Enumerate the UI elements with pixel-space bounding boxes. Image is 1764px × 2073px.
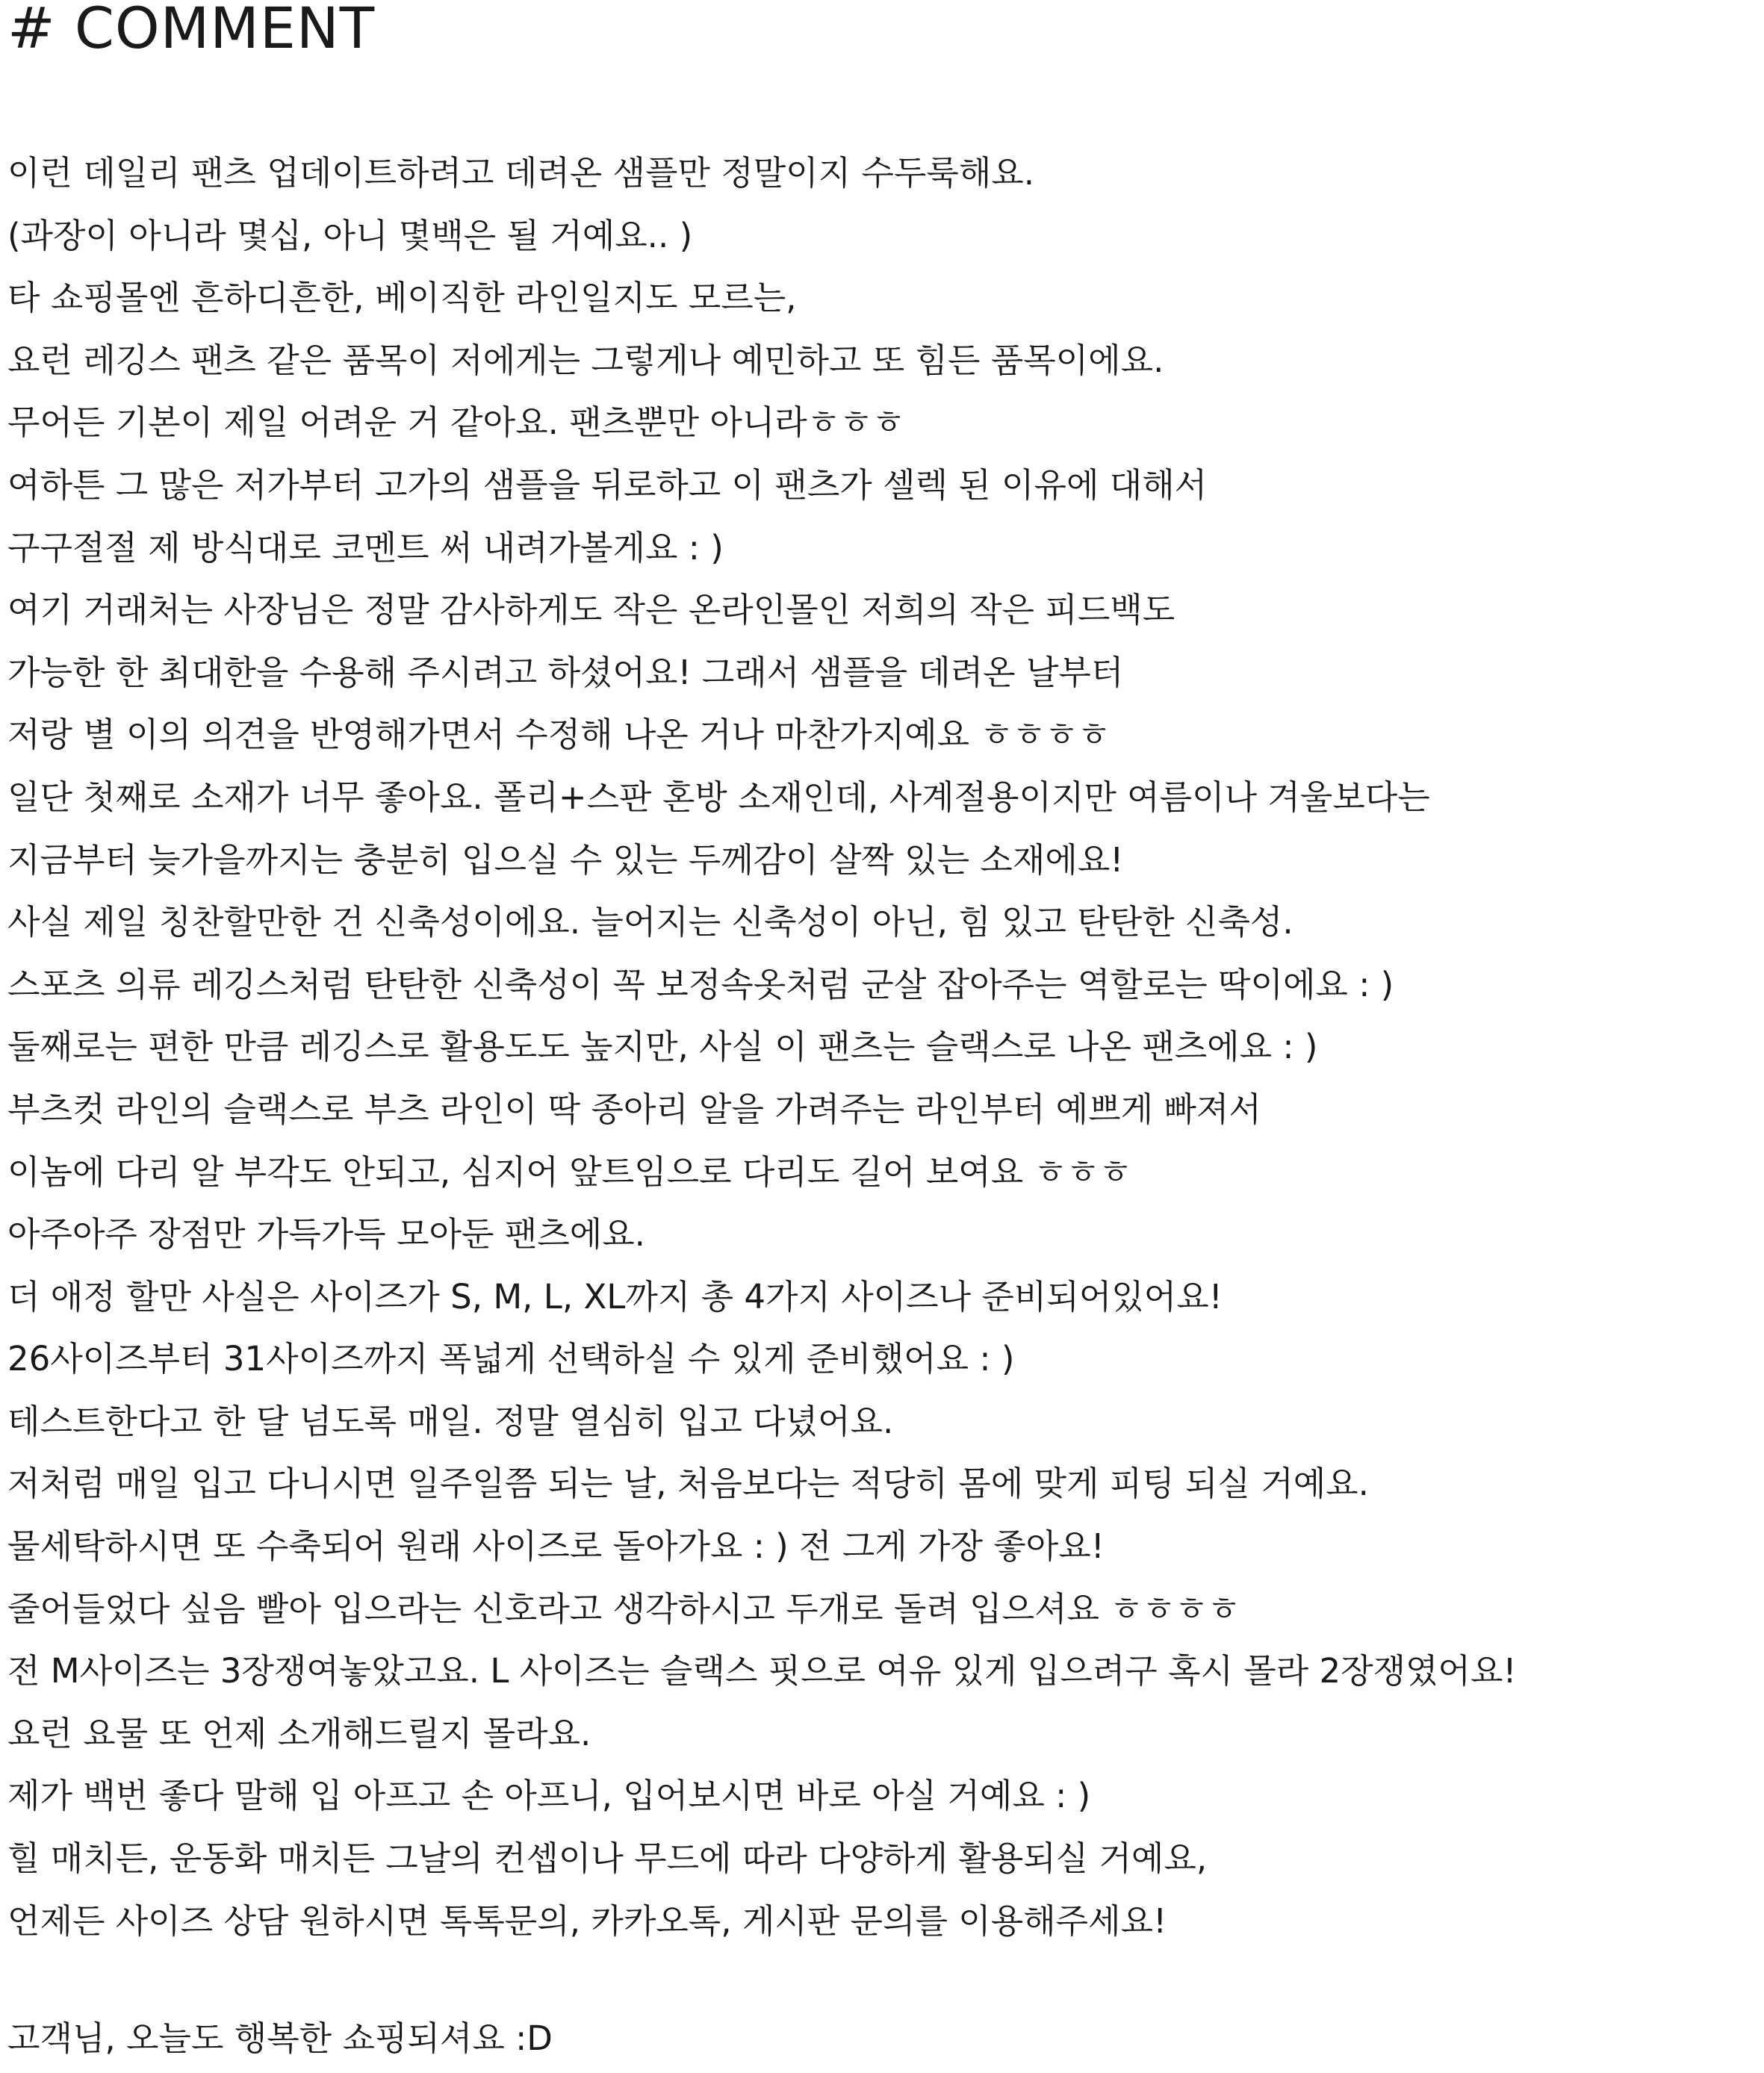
comment-line: 힐 매치든, 운동화 매치든 그날의 컨셉이나 무드에 따라 다양하게 활용되실 거예요,	[7, 1839, 1208, 1879]
comment-line: 아주아주 장점만 가득가득 모아둔 팬츠에요.	[7, 1214, 645, 1255]
comment-line: 전 M사이즈는 3장쟁여놓았고요. L 사이즈는 슬랙스 핏으로 여유 있게 입으려구 혹시 몰라 2장쟁였어요!	[7, 1651, 1517, 1691]
comment-line: 줄어들었다 싶음 빨아 입으라는 신호라고 생각하시고 두개로 돌려 입으셔요 ㅎㅎㅎㅎ	[7, 1588, 1240, 1629]
comment-line: 더 애정 할만 사실은 사이즈가 S, M, L, XL까지 총 4가지 사이즈나 준비되어있어요!	[7, 1276, 1223, 1317]
comment-line: 물세탁하시면 또 수축되어 원래 사이즈로 돌아가요 : ) 전 그게 가장 좋아요!	[7, 1526, 1105, 1567]
comment-line: 무어든 기본이 제일 어려운 거 같아요. 팬츠뿐만 아니라ㅎㅎㅎ	[7, 403, 905, 443]
comment-line: 일단 첫째로 소재가 너무 좋아요. 폴리+스판 혼방 소재인데, 사계절용이지만 여름이나 겨울보다는	[7, 777, 1430, 817]
comment-line: 언제든 사이즈 상담 원하시면 톡톡문의, 카카오톡, 게시판 문의를 이용해주세요!	[7, 1900, 1167, 1941]
comment-line: 사실 제일 칭찬할만한 건 신축성이에요. 늘어지는 신축성이 아닌, 힘 있고 탄탄한 신축성.	[7, 902, 1294, 942]
comment-line: 26사이즈부터 31사이즈까지 폭넓게 선택하실 수 있게 준비했어요 : )	[7, 1339, 1015, 1379]
comment-line: 여하튼 그 많은 저가부터 고가의 샘플을 뒤로하고 이 팬츠가 셀렉 된 이유에 대해서	[7, 464, 1208, 505]
comment-line: 스포츠 의류 레깅스처럼 탄탄한 신축성이 꼭 보정속옷처럼 군살 잡아주는 역할로는 딱이에요 : )	[7, 964, 1394, 1004]
comment-heading: # COMMENT	[7, 0, 376, 61]
comment-line: 저랑 별 이의 의견을 반영해가면서 수정해 나온 거나 마찬가지예요 ㅎㅎㅎㅎ	[7, 715, 1111, 755]
comment-line: 여기 거래처는 사장님은 정말 감사하게도 작은 온라인몰인 저희의 작은 피드백도	[7, 590, 1176, 630]
comment-line: 이런 데일리 팬츠 업데이트하려고 데려온 샘플만 정말이지 수두룩해요.	[7, 153, 1035, 193]
comment-line: 요런 레깅스 팬츠 같은 품목이 저에게는 그렇게나 예민하고 또 힘든 품목이에요.	[7, 340, 1164, 380]
comment-line: 이놈에 다리 알 부각도 안되고, 심지어 앞트임으로 다리도 길어 보여요 ㅎㅎㅎ	[7, 1152, 1131, 1192]
comment-line: 가능한 한 최대한을 수용해 주시려고 하셨어요! 그래서 샘플을 데려온 날부터	[7, 652, 1124, 692]
comment-line: 부츠컷 라인의 슬랙스로 부츠 라인이 딱 종아리 알을 가려주는 라인부터 예쁘게 빠져서	[7, 1089, 1261, 1129]
comment-line: 둘째로는 편한 만큼 레깅스로 활용도도 높지만, 사실 이 팬츠는 슬랙스로 나온 팬츠에요 : )	[7, 1027, 1318, 1067]
comment-line: 제가 백번 좋다 말해 입 아프고 손 아프니, 입어보시면 바로 아실 거예요 : )	[7, 1776, 1091, 1816]
comment-line: 테스트한다고 한 달 넘도록 매일. 정말 열심히 입고 다녔어요.	[7, 1401, 894, 1441]
comment-line: 타 쇼핑몰엔 흔하디흔한, 베이직한 라인일지도 모르는,	[7, 278, 797, 318]
comment-line: 요런 요물 또 언제 소개해드릴지 몰라요.	[7, 1713, 591, 1753]
closing-line: 고객님, 오늘도 행복한 쇼핑되셔요 :D	[7, 2018, 553, 2058]
comment-line: 지금부터 늦가을까지는 충분히 입으실 수 있는 두께감이 살짝 있는 소재에요!	[7, 839, 1124, 880]
comment-body	[7, 142, 1748, 1952]
comment-line: 저처럼 매일 입고 다니시면 일주일쯤 되는 날, 처음보다는 적당히 몸에 맞게 피팅 되실 거예요.	[7, 1464, 1369, 1504]
comment-line: 구구절절 제 방식대로 코멘트 써 내려가볼게요 : )	[7, 527, 724, 568]
comment-line: (과장이 아니라 몇십, 아니 몇백은 될 거예요.. )	[7, 215, 693, 255]
